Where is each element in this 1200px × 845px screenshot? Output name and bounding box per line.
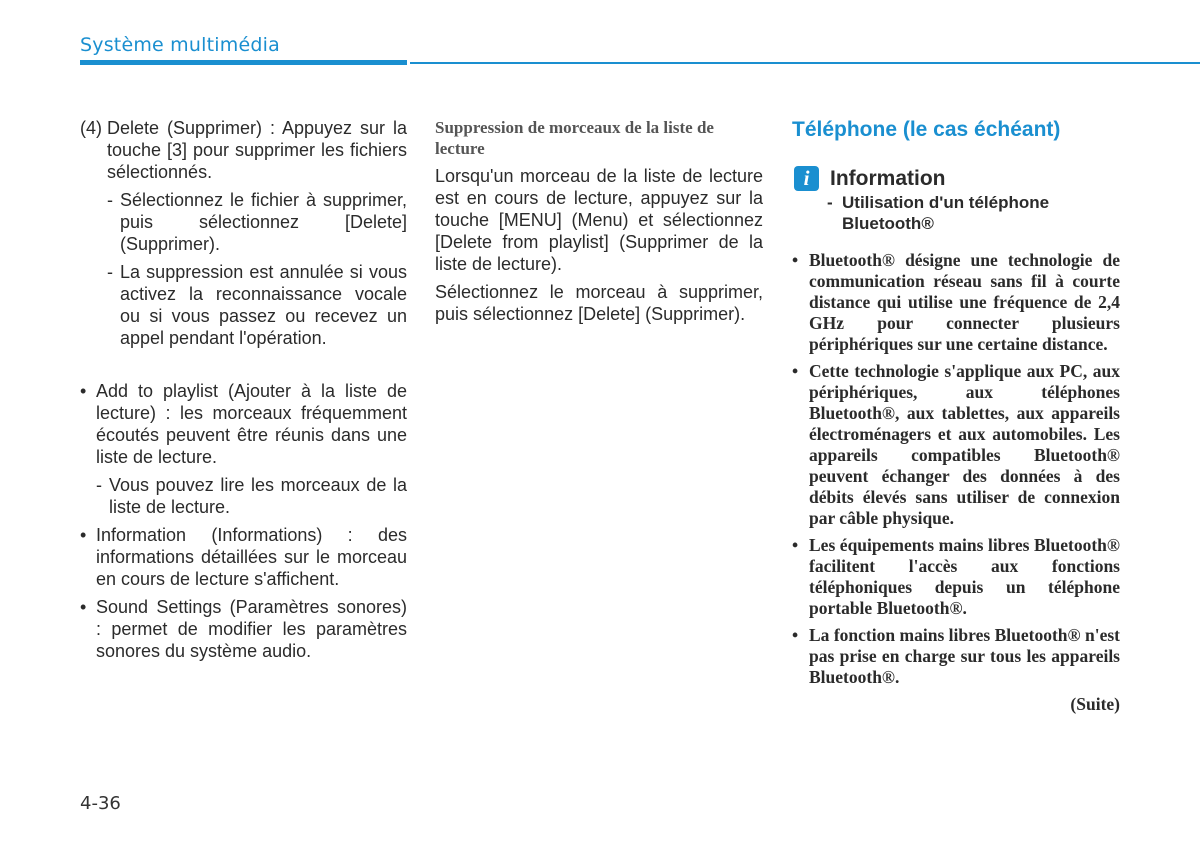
bullet-subitem-text: Vous pouvez lire les morceaux de la liste de lecture.	[109, 475, 407, 517]
continued-label: (Suite)	[1070, 694, 1120, 714]
page-header-title: Système multimédia	[80, 34, 280, 56]
middle-column	[435, 117, 763, 325]
right-column	[792, 117, 1120, 715]
bullet-text: Add to playlist (Ajouter à la liste de lecture) : les morceaux fréquemment écoutés peuvent être réunis dans une liste de lecture.	[96, 381, 407, 467]
page-number: 4-36	[80, 793, 121, 814]
bullet-text: La fonction mains libres Bluetooth® n'est pas prise en charge sur tous les appareils Bluetooth®.	[809, 625, 1120, 687]
paragraph: Lorsqu'un morceau de la liste de lecture est en cours de lecture, appuyez sur la touche [MENU] (Menu) et sélectionnez [Delete from playlist] (Supprimer de la liste de lecture).	[435, 166, 763, 274]
bullet-text: Sound Settings (Paramètres sonores) : permet de modifier les paramètres sonores du système audio.	[96, 597, 407, 661]
list-item: • Add to playlist (Ajouter à la liste de lecture) : les morceaux fréquemment écoutés peuvent être réunis dans une liste de lecture. - Vous pouvez lire les morceaux de la liste de lecture.	[80, 381, 407, 517]
bullet-text: Les équipements mains libres Bluetooth® facilitent l'accès aux fonctions téléphoniques depuis un téléphone portable Bluetooth®.	[809, 535, 1120, 618]
info-subtitle-text: Utilisation d'un téléphone Bluetooth®	[842, 193, 1050, 233]
delete-subitem-text: La suppression est annulée si vous activez la reconnaissance vocale ou si vous passez ou recevez un appel pendant l'opération.	[120, 262, 407, 348]
header-rule-thick	[80, 60, 407, 65]
bullet-subitem: - Vous pouvez lire les morceaux de la liste de lecture.	[96, 475, 407, 517]
delete-item	[80, 117, 407, 349]
delete-item-text: Delete (Supprimer) : Appuyez sur la touche [3] pour supprimer les fichiers sélectionnés.	[107, 118, 407, 182]
item-number: (4)	[80, 118, 102, 138]
delete-subitem-text: Sélectionnez le fichier à supprimer, puis sélectionnez [Delete] (Supprimer).	[120, 190, 407, 254]
list-item: • La fonction mains libres Bluetooth® n'est pas prise en charge sur tous les appareils Bluetooth®.	[792, 625, 1120, 687]
section-heading: Téléphone (le cas échéant)	[792, 118, 1061, 141]
paragraph: Sélectionnez le morceau à supprimer, puis sélectionnez [Delete] (Supprimer).	[435, 282, 763, 324]
list-item: • Information (Informations) : des informations détaillées sur le morceau en cours de lecture s'affichent.	[80, 525, 407, 589]
info-icon: i	[794, 166, 819, 191]
info-subtitle: - Utilisation d'un téléphone Bluetooth®	[827, 192, 1120, 234]
list-item: • Sound Settings (Paramètres sonores) : permet de modifier les paramètres sonores du système audio.	[80, 597, 407, 661]
list-item: • Les équipements mains libres Bluetooth® facilitent l'accès aux fonctions téléphoniques depuis un téléphone portable Bluetooth®.	[792, 535, 1120, 618]
delete-subitem: - La suppression est annulée si vous activez la reconnaissance vocale ou si vous passez ou recevez un appel pendant l'opération.	[107, 262, 407, 348]
section-heading: Suppression de morceaux de la liste de lecture	[435, 118, 714, 158]
left-column	[80, 117, 407, 662]
header-rule-thin	[410, 62, 1200, 64]
info-title: Information	[830, 166, 946, 190]
delete-subitem: - Sélectionnez le fichier à supprimer, puis sélectionnez [Delete] (Supprimer).	[107, 190, 407, 254]
bullet-text: Information (Informations) : des informations détaillées sur le morceau en cours de lecture s'affichent.	[96, 525, 407, 589]
info-box-header	[792, 166, 1120, 191]
bullet-text: Bluetooth® désigne une technologie de communication réseau sans fil à courte distance qui utilise une fréquence de 2,4 GHz pour connecter plusieurs périphériques sur une certaine distance.	[809, 250, 1120, 354]
list-item: • Cette technologie s'applique aux PC, aux périphériques, aux téléphones Bluetooth®, aux tablettes, aux appareils électroménagers et aux automobiles. Les appareils compatibles Bluetooth® peuvent échanger des données à des débits élevés sans utiliser de connexion par câble physique.	[792, 361, 1120, 528]
bullet-text: Cette technologie s'applique aux PC, aux périphériques, aux téléphones Bluetooth®, aux tablettes, aux appareils électroménagers et aux automobiles. Les appareils compatibles Bluetooth® peuvent échanger des données à des débits élevés sans utiliser de connexion par câble physique.	[809, 361, 1120, 528]
list-item: • Bluetooth® désigne une technologie de communication réseau sans fil à courte distance qui utilise une fréquence de 2,4 GHz pour connecter plusieurs périphériques sur une certaine distance.	[792, 250, 1120, 354]
